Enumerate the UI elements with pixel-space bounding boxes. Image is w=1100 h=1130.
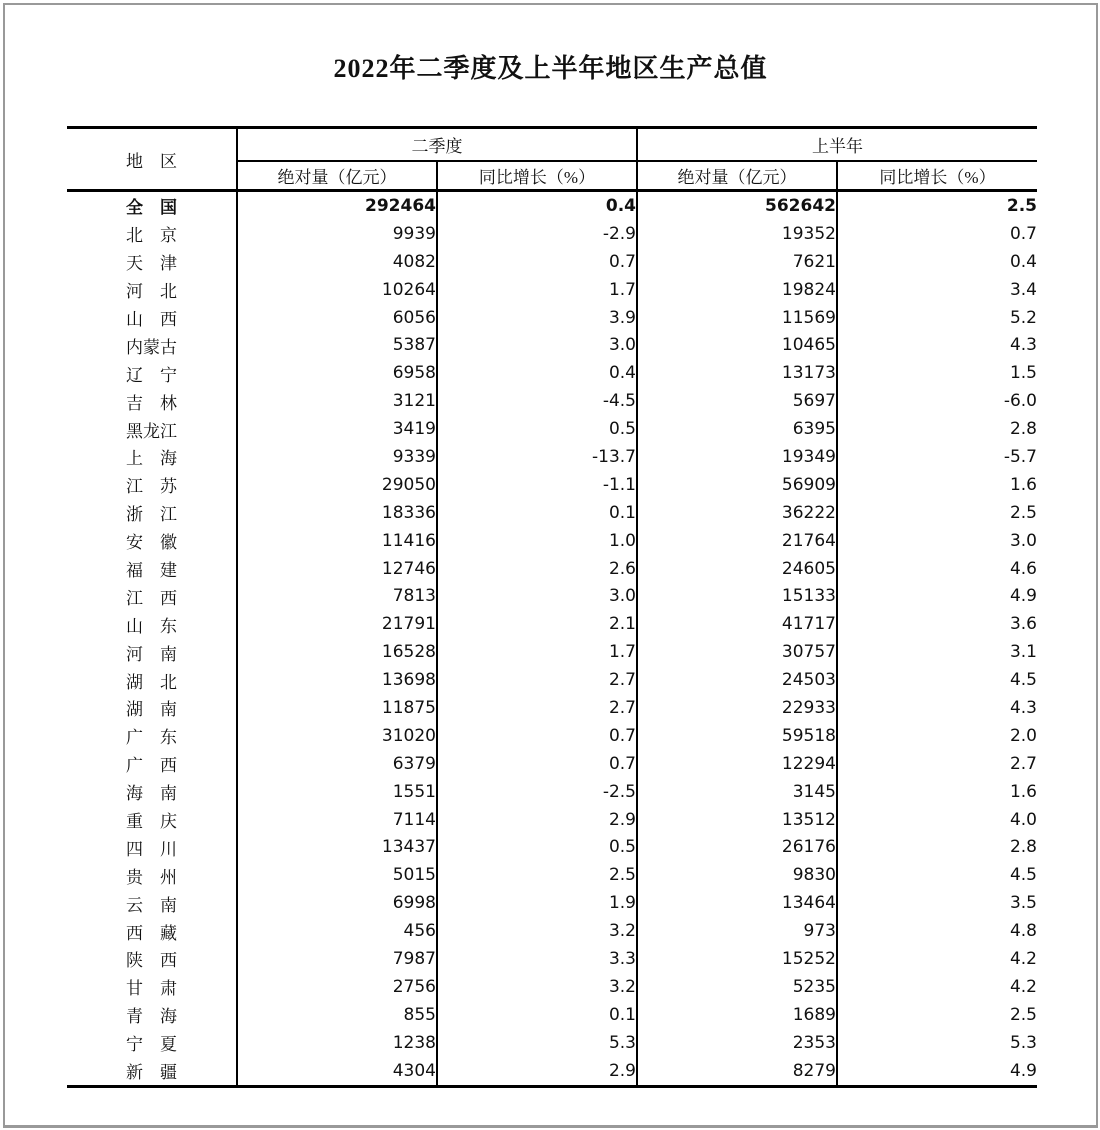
region-cell: 北 京: [126, 226, 177, 246]
h1-growth-cell: 0.4: [837, 248, 1037, 276]
h1-absolute-cell: 9830: [637, 861, 837, 889]
q2-growth-cell: 2.6: [437, 555, 637, 583]
h1-growth-cell: 3.5: [837, 889, 1037, 917]
table-row: [67, 694, 1037, 722]
q2-growth-cell: 3.0: [437, 331, 637, 359]
q2-growth-cell: -2.5: [437, 778, 637, 806]
h1-absolute-cell: 13464: [637, 889, 837, 917]
q2-absolute-cell: 7114: [237, 806, 437, 834]
region-cell: 浙 江: [126, 505, 177, 525]
q2-growth-cell: 0.1: [437, 1001, 637, 1029]
region-cell: 河 南: [126, 644, 177, 664]
table-row: [67, 527, 1037, 555]
table-row: [67, 582, 1037, 610]
region-cell: 广 东: [126, 728, 177, 748]
q2-growth-cell: 0.7: [437, 722, 637, 750]
region-cell: 湖 北: [126, 672, 177, 692]
table-row: [67, 471, 1037, 499]
region-cell: 上 海: [126, 449, 177, 469]
h1-growth-cell: 1.5: [837, 359, 1037, 387]
h1-growth-cell: 2.5: [837, 191, 1037, 220]
q2-growth-cell: 1.9: [437, 889, 637, 917]
table-row: [67, 1057, 1037, 1086]
table-row: [67, 415, 1037, 443]
h1-absolute-cell: 19349: [637, 443, 837, 471]
h1-growth-cell: 4.2: [837, 945, 1037, 973]
q2-growth-cell: 3.9: [437, 304, 637, 332]
region-column-header: 地 区: [126, 151, 177, 171]
h1-absolute-cell: 1689: [637, 1001, 837, 1029]
q2-growth-cell: 0.7: [437, 248, 637, 276]
region-cell: 宁 夏: [126, 1035, 177, 1055]
h1-absolute-cell: 15252: [637, 945, 837, 973]
h1-absolute-cell: 973: [637, 917, 837, 945]
q2-absolute-cell: 7987: [237, 945, 437, 973]
q2-absolute-cell: 13698: [237, 666, 437, 694]
q2-absolute-cell: 11875: [237, 694, 437, 722]
h1-absolute-cell: 24605: [637, 555, 837, 583]
h1-absolute-cell: 13512: [637, 806, 837, 834]
document-page: [3, 3, 1098, 1128]
h1-absolute-cell: 19824: [637, 276, 837, 304]
gdp-table: [67, 126, 1037, 1088]
h1-absolute-cell: 5697: [637, 387, 837, 415]
h1-growth-cell: 4.3: [837, 331, 1037, 359]
h1-absolute-cell: 8279: [637, 1057, 837, 1086]
q2-absolute-cell: 6056: [237, 304, 437, 332]
q2-growth-cell: -4.5: [437, 387, 637, 415]
region-cell: 河 北: [126, 282, 177, 302]
region-cell: 安 徽: [126, 533, 177, 553]
q2-growth-cell: 3.0: [437, 582, 637, 610]
h1-growth-cell: 2.8: [837, 833, 1037, 861]
q2-growth-cell: 3.3: [437, 945, 637, 973]
q2-absolute-cell: 16528: [237, 638, 437, 666]
h1-absolute-cell: 13173: [637, 359, 837, 387]
region-cell: 湖 南: [126, 700, 177, 720]
q2-absolute-cell: 2756: [237, 973, 437, 1001]
q2-growth-cell: 2.5: [437, 861, 637, 889]
region-cell: 海 南: [126, 784, 177, 804]
table-row: [67, 220, 1037, 248]
q2-growth-cell: 1.0: [437, 527, 637, 555]
q2-absolute-cell: 5015: [237, 861, 437, 889]
h1-absolute-cell: 10465: [637, 331, 837, 359]
q2-group-header: 二季度: [237, 128, 637, 162]
q2-absolute-cell: 4304: [237, 1057, 437, 1086]
table-row: [67, 722, 1037, 750]
q2-growth-cell: 3.2: [437, 917, 637, 945]
table-row: [67, 889, 1037, 917]
q2-growth-cell: 2.7: [437, 694, 637, 722]
h1-growth-cell: 4.5: [837, 666, 1037, 694]
q2-growth-cell: 2.9: [437, 806, 637, 834]
h1-growth-cell: 2.7: [837, 750, 1037, 778]
q2-growth-cell: 3.2: [437, 973, 637, 1001]
q2-absolute-cell: 292464: [237, 191, 437, 220]
q2-absolute-cell: 3419: [237, 415, 437, 443]
h1-growth-cell: 3.0: [837, 527, 1037, 555]
region-cell: 吉 林: [126, 393, 177, 413]
h1-growth-cell: 2.8: [837, 415, 1037, 443]
region-cell: 全 国: [126, 198, 177, 218]
region-cell: 青 海: [126, 1007, 177, 1027]
h1-absolute-cell: 24503: [637, 666, 837, 694]
table-row: [67, 359, 1037, 387]
region-cell: 山 东: [126, 616, 177, 636]
h1-absolute-cell: 11569: [637, 304, 837, 332]
region-cell: 贵 州: [126, 867, 177, 887]
q2-growth-cell: -2.9: [437, 220, 637, 248]
h1-growth-cell: -6.0: [837, 387, 1037, 415]
table-row: [67, 778, 1037, 806]
h1-absolute-cell: 36222: [637, 499, 837, 527]
page-title: 2022年二季度及上半年地区生产总值: [333, 54, 768, 83]
q2-growth-cell: 0.5: [437, 415, 637, 443]
q2-absolute-cell: 9339: [237, 443, 437, 471]
h1-growth-cell: 4.0: [837, 806, 1037, 834]
table-header: [67, 128, 1037, 191]
table-row: [67, 917, 1037, 945]
region-cell: 内蒙古: [126, 337, 177, 357]
h1-growth-header: 同比增长（%）: [837, 161, 1037, 191]
region-cell: 四 川: [126, 839, 177, 859]
h1-absolute-cell: 41717: [637, 610, 837, 638]
h1-absolute-cell: 5235: [637, 973, 837, 1001]
table-row: [67, 861, 1037, 889]
h1-growth-cell: 4.5: [837, 861, 1037, 889]
h1-growth-cell: 2.5: [837, 499, 1037, 527]
q2-growth-cell: -1.1: [437, 471, 637, 499]
q2-absolute-cell: 1238: [237, 1029, 437, 1057]
table-row: [67, 806, 1037, 834]
table-row: [67, 945, 1037, 973]
table-row: [67, 248, 1037, 276]
table-row: [67, 443, 1037, 471]
table-row: [67, 833, 1037, 861]
q2-growth-cell: 0.4: [437, 359, 637, 387]
region-cell: 江 苏: [126, 477, 177, 497]
table-row: [67, 1029, 1037, 1057]
table-row: [67, 750, 1037, 778]
q2-absolute-cell: 6958: [237, 359, 437, 387]
table-row: [67, 610, 1037, 638]
region-cell: 江 西: [126, 588, 177, 608]
region-cell: 山 西: [126, 310, 177, 329]
q2-absolute-cell: 6379: [237, 750, 437, 778]
table-row: [67, 191, 1037, 220]
region-cell: 辽 宁: [126, 365, 177, 385]
region-cell: 广 西: [126, 756, 177, 776]
q2-absolute-cell: 12746: [237, 555, 437, 583]
table-row: [67, 1001, 1037, 1029]
h1-growth-cell: 4.9: [837, 1057, 1037, 1086]
table-row: [67, 666, 1037, 694]
h1-absolute-cell: 562642: [637, 191, 837, 220]
q2-absolute-cell: 21791: [237, 610, 437, 638]
q2-growth-header: 同比增长（%）: [437, 161, 637, 191]
table-row: [67, 387, 1037, 415]
h1-growth-cell: 2.5: [837, 1001, 1037, 1029]
h1-absolute-cell: 15133: [637, 582, 837, 610]
q2-absolute-cell: 13437: [237, 833, 437, 861]
h1-growth-cell: 4.6: [837, 555, 1037, 583]
q2-absolute-cell: 9939: [237, 220, 437, 248]
region-cell: 新 疆: [126, 1063, 177, 1083]
q2-absolute-cell: 1551: [237, 778, 437, 806]
q2-growth-cell: 2.9: [437, 1057, 637, 1086]
region-cell: 云 南: [126, 895, 177, 915]
region-cell: 黑龙江: [126, 421, 177, 441]
q2-absolute-header: 绝对量（亿元）: [237, 161, 437, 191]
h1-growth-cell: 0.7: [837, 220, 1037, 248]
q2-growth-cell: 0.7: [437, 750, 637, 778]
table-row: [67, 499, 1037, 527]
table-header-group-row: [67, 128, 1037, 162]
q2-growth-cell: 0.1: [437, 499, 637, 527]
q2-absolute-cell: 11416: [237, 527, 437, 555]
q2-growth-cell: -13.7: [437, 443, 637, 471]
q2-absolute-cell: 10264: [237, 276, 437, 304]
h1-growth-cell: 5.2: [837, 304, 1037, 332]
table-row: [67, 304, 1037, 332]
h1-growth-cell: 4.9: [837, 582, 1037, 610]
q2-absolute-cell: 855: [237, 1001, 437, 1029]
h1-growth-cell: 1.6: [837, 471, 1037, 499]
h1-group-header: 上半年: [637, 128, 1037, 162]
region-cell: 陕 西: [126, 951, 177, 971]
h1-absolute-cell: 19352: [637, 220, 837, 248]
h1-growth-cell: 4.8: [837, 917, 1037, 945]
h1-absolute-header: 绝对量（亿元）: [637, 161, 837, 191]
q2-growth-cell: 1.7: [437, 276, 637, 304]
h1-absolute-cell: 3145: [637, 778, 837, 806]
region-cell: 甘 肃: [126, 979, 177, 999]
h1-absolute-cell: 26176: [637, 833, 837, 861]
region-cell: 西 藏: [126, 923, 177, 943]
q2-growth-cell: 5.3: [437, 1029, 637, 1057]
h1-growth-cell: -5.7: [837, 443, 1037, 471]
table-row: [67, 973, 1037, 1001]
h1-absolute-cell: 6395: [637, 415, 837, 443]
h1-growth-cell: 3.1: [837, 638, 1037, 666]
table-row: [67, 276, 1037, 304]
h1-absolute-cell: 2353: [637, 1029, 837, 1057]
q2-absolute-cell: 3121: [237, 387, 437, 415]
h1-absolute-cell: 22933: [637, 694, 837, 722]
table-row: [67, 331, 1037, 359]
q2-growth-cell: 2.1: [437, 610, 637, 638]
h1-growth-cell: 1.6: [837, 778, 1037, 806]
q2-absolute-cell: 456: [237, 917, 437, 945]
q2-growth-cell: 2.7: [437, 666, 637, 694]
region-cell: 重 庆: [126, 812, 177, 832]
h1-absolute-cell: 12294: [637, 750, 837, 778]
h1-growth-cell: 2.0: [837, 722, 1037, 750]
region-cell: 福 建: [126, 561, 177, 581]
table-body: [67, 191, 1037, 1087]
q2-growth-cell: 0.5: [437, 833, 637, 861]
q2-absolute-cell: 5387: [237, 331, 437, 359]
q2-absolute-cell: 6998: [237, 889, 437, 917]
h1-absolute-cell: 7621: [637, 248, 837, 276]
q2-growth-cell: 0.4: [437, 191, 637, 220]
h1-absolute-cell: 21764: [637, 527, 837, 555]
q2-absolute-cell: 29050: [237, 471, 437, 499]
h1-growth-cell: 5.3: [837, 1029, 1037, 1057]
h1-growth-cell: 4.3: [837, 694, 1037, 722]
h1-absolute-cell: 56909: [637, 471, 837, 499]
q2-absolute-cell: 7813: [237, 582, 437, 610]
region-cell: 天 津: [126, 254, 177, 274]
h1-growth-cell: 3.4: [837, 276, 1037, 304]
q2-absolute-cell: 18336: [237, 499, 437, 527]
h1-absolute-cell: 59518: [637, 722, 837, 750]
q2-growth-cell: 1.7: [437, 638, 637, 666]
h1-growth-cell: 3.6: [837, 610, 1037, 638]
table-row: [67, 638, 1037, 666]
q2-absolute-cell: 4082: [237, 248, 437, 276]
table-row: [67, 555, 1037, 583]
h1-absolute-cell: 30757: [637, 638, 837, 666]
q2-absolute-cell: 31020: [237, 722, 437, 750]
h1-growth-cell: 4.2: [837, 973, 1037, 1001]
